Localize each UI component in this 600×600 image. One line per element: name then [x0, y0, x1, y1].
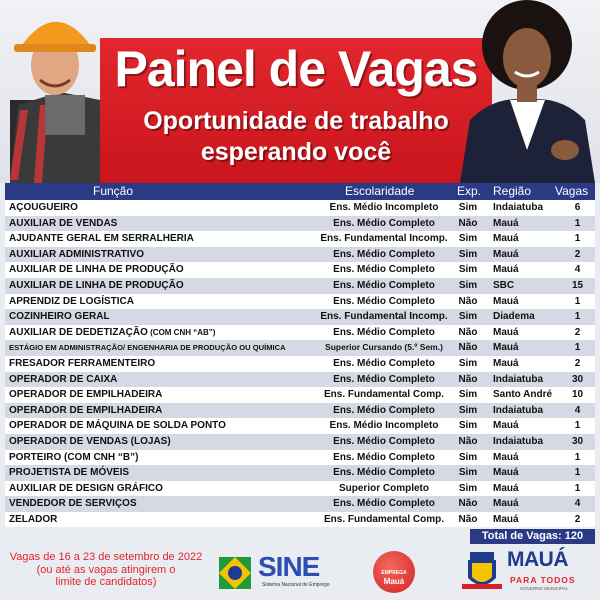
- cell-funcao: ESTÁGIO EM ADMINISTRAÇÃO/ ENGENHARIA DE PRODUÇÃO OU QUÍMICA: [9, 343, 286, 353]
- cell-escolaridade: Ens. Médio Incompleto: [329, 202, 439, 213]
- header-area: [0, 0, 600, 183]
- cell-funcao: FRESADOR FERRAMENTEIRO: [9, 357, 156, 369]
- maua-logo-text: MAUÁ: [507, 548, 568, 571]
- cell-escolaridade: Ens. Médio Completo: [333, 451, 435, 463]
- cell-vagas: 30: [571, 435, 584, 447]
- cell-vagas: 1: [574, 311, 581, 323]
- cell-exp: Não: [458, 435, 478, 447]
- cell-vagas: 2: [574, 248, 581, 260]
- cell-vagas: 15: [571, 279, 584, 291]
- cell-exp: Sim: [458, 202, 478, 213]
- table-row: [5, 387, 595, 403]
- table-row: [5, 309, 595, 325]
- cell-escolaridade: Ens. Médio Completo: [333, 217, 435, 229]
- cell-funcao-note: (COM CNH “AB”): [147, 327, 216, 337]
- cell-exp: Não: [458, 498, 478, 510]
- cell-exp: Sim: [458, 279, 478, 291]
- cell-exp: Não: [458, 513, 478, 525]
- city-crest-icon: [462, 550, 502, 594]
- cell-escolaridade: Ens. Médio Completo: [333, 264, 435, 276]
- cell-vagas: 1: [574, 233, 581, 245]
- cell-vagas: 6: [574, 202, 581, 213]
- period-line-1: Vagas de 16 a 23 de setembro de 2022: [9, 551, 203, 563]
- business-woman-image: [455, 0, 600, 183]
- table-row: [5, 262, 595, 278]
- table-row: [5, 356, 595, 372]
- cell-vagas: 1: [574, 217, 581, 229]
- cell-vagas: 30: [571, 373, 584, 385]
- column-funcao: Função: [93, 184, 134, 198]
- cell-vagas: 1: [574, 295, 581, 307]
- cell-funcao: AUXILIAR DE LINHA DE PRODUÇÃO: [9, 264, 184, 276]
- subtitle-line-2: esperando você: [200, 138, 392, 166]
- cell-vagas: 1: [574, 482, 581, 494]
- table-row: [5, 247, 595, 263]
- cell-escolaridade: Ens. Médio Completo: [333, 357, 435, 369]
- table-row: [5, 418, 595, 434]
- cell-exp: Não: [458, 326, 478, 338]
- table-row: [5, 200, 595, 216]
- column-escolaridade: Escolaridade: [345, 184, 415, 198]
- cell-funcao: AUXILIAR DE LINHA DE PRODUÇÃO: [9, 279, 184, 291]
- cell-funcao: AUXILIAR DE DEDETIZAÇÃO (COM CNH “AB”): [9, 326, 216, 338]
- cell-escolaridade: Ens. Fundamental Incomp.: [320, 311, 448, 323]
- cell-funcao: AUXILIAR DE VENDAS: [9, 217, 118, 229]
- cell-exp: Sim: [458, 233, 478, 245]
- cell-funcao: COZINHEIRO GERAL: [9, 311, 110, 323]
- cell-regiao: Mauá: [493, 513, 519, 525]
- cell-funcao: PORTEIRO (COM CNH “B”): [9, 451, 139, 463]
- maua-logo-gov: GOVERNO MUNICIPAL: [520, 586, 569, 591]
- cell-regiao: Mauá: [493, 482, 519, 494]
- period-line-2: (ou até as vagas atingirem o: [36, 563, 176, 576]
- cell-exp: Sim: [458, 420, 478, 432]
- cell-escolaridade: Ens. Médio Completo: [333, 326, 435, 338]
- cell-funcao: OPERADOR DE CAIXA: [9, 373, 118, 385]
- cell-exp: Sim: [458, 482, 478, 494]
- cell-exp: Não: [458, 217, 478, 229]
- cell-funcao: VENDEDOR DE SERVIÇOS: [9, 498, 137, 510]
- cell-regiao: Indaiatuba: [493, 404, 544, 416]
- job-table: [5, 200, 595, 527]
- cell-escolaridade: Ens. Médio Completo: [333, 373, 435, 385]
- table-row: [5, 481, 595, 497]
- cell-vagas: 1: [574, 467, 581, 479]
- cell-escolaridade: Ens. Fundamental Comp.: [323, 513, 444, 525]
- period-line-3: limite de candidatos): [55, 576, 157, 588]
- cell-vagas: 2: [574, 357, 581, 369]
- cell-escolaridade: Ens. Fundamental Incomp.: [320, 233, 448, 245]
- cell-vagas: 4: [574, 498, 581, 510]
- cell-regiao: Mauá: [493, 248, 519, 260]
- cell-vagas: 2: [574, 513, 581, 525]
- cell-exp: Sim: [458, 264, 478, 276]
- cell-escolaridade: Ens. Médio Completo: [333, 295, 435, 307]
- cell-regiao: Mauá: [493, 264, 519, 276]
- cell-exp: Sim: [458, 311, 478, 323]
- page-subtitle: [100, 106, 492, 168]
- cell-regiao: Mauá: [493, 233, 519, 245]
- column-vagas: Vagas: [555, 184, 589, 198]
- cell-vagas: 1: [574, 342, 581, 354]
- cell-escolaridade: Ens. Médio Completo: [333, 467, 435, 479]
- sine-logo-subtext: Sistema Nacional de Emprego: [262, 582, 330, 588]
- cell-exp: Sim: [458, 451, 478, 463]
- cell-vagas: 10: [571, 389, 584, 401]
- cell-exp: Não: [458, 342, 478, 354]
- table-row: [5, 325, 595, 341]
- cell-funcao: AJUDANTE GERAL EM SERRALHERIA: [9, 233, 194, 245]
- cell-regiao: Mauá: [493, 498, 519, 510]
- cell-vagas: 4: [574, 264, 581, 276]
- cell-regiao: Mauá: [493, 451, 519, 463]
- table-row: [5, 496, 595, 512]
- cell-regiao: Mauá: [493, 217, 519, 229]
- column-exp: Exp.: [457, 184, 482, 198]
- cell-exp: Sim: [458, 357, 478, 369]
- cell-funcao: AUXILIAR DE DESIGN GRÁFICO: [9, 482, 163, 494]
- cell-escolaridade: Ens. Médio Completo: [333, 435, 435, 447]
- maua-logo-subtext: PARA TODOS: [510, 575, 576, 585]
- table-row: [5, 465, 595, 481]
- table-row: [5, 450, 595, 466]
- cell-regiao: Mauá: [493, 295, 519, 307]
- table-row: [5, 512, 595, 528]
- table-row: [5, 403, 595, 419]
- cell-escolaridade: Superior Cursando (5.º Sem.): [325, 342, 443, 353]
- cell-funcao: OPERADOR DE EMPILHADEIRA: [9, 404, 163, 416]
- period-note: [2, 551, 210, 589]
- cell-escolaridade: Ens. Médio Completo: [333, 248, 435, 260]
- cell-escolaridade: Ens. Médio Completo: [333, 498, 435, 510]
- page-title: Painel de Vagas: [114, 41, 478, 97]
- cell-regiao: Indaiatuba: [493, 373, 544, 385]
- cell-regiao: Santo André: [493, 389, 553, 401]
- table-row: [5, 340, 595, 356]
- cell-escolaridade: Ens. Médio Completo: [333, 279, 435, 291]
- cell-funcao: ZELADOR: [9, 513, 58, 525]
- cell-funcao: APRENDIZ DE LOGÍSTICA: [9, 295, 135, 307]
- table-row: [5, 231, 595, 247]
- table-header: [5, 183, 595, 200]
- cell-funcao: AUXILIAR ADMINISTRATIVO: [9, 248, 144, 260]
- table-row: [5, 278, 595, 294]
- sine-logo-text: SINE: [258, 551, 320, 582]
- cell-regiao: Mauá: [493, 467, 519, 479]
- cell-vagas: 1: [574, 451, 581, 463]
- cell-exp: Sim: [458, 404, 478, 416]
- cell-escolaridade: Ens. Médio Completo: [333, 404, 435, 416]
- cell-regiao: SBC: [493, 279, 515, 291]
- cell-exp: Sim: [458, 248, 478, 260]
- cell-vagas: 1: [574, 420, 581, 432]
- cell-regiao: Mauá: [493, 357, 519, 369]
- cell-funcao: AÇOUGUEIRO: [9, 202, 78, 213]
- cell-escolaridade: Superior Completo: [338, 482, 429, 494]
- cell-regiao: Mauá: [493, 342, 519, 354]
- cell-funcao: PROJETISTA DE MÓVEIS: [9, 467, 130, 479]
- table-row: [5, 216, 595, 232]
- cell-funcao: OPERADOR DE MÁQUINA DE SOLDA PONTO: [9, 420, 226, 432]
- table-row: [5, 372, 595, 388]
- cell-vagas: 2: [574, 326, 581, 338]
- table-row: [5, 294, 595, 310]
- subtitle-line-1: Oportunidade de trabalho: [143, 107, 449, 135]
- cell-exp: Sim: [458, 389, 478, 401]
- cell-regiao: Indaiatuba: [493, 435, 544, 447]
- cell-funcao: OPERADOR DE EMPILHADEIRA: [9, 389, 163, 401]
- cell-escolaridade: Ens. Médio Incompleto: [329, 420, 439, 432]
- column-regiao: Região: [493, 184, 532, 198]
- cell-regiao: Mauá: [493, 326, 519, 338]
- cell-funcao: OPERADOR DE VENDAS (LOJAS): [9, 435, 171, 447]
- cell-exp: Não: [458, 295, 478, 307]
- cell-regiao: Diadema: [493, 311, 535, 323]
- emprega-logo-top: EMPREGA: [381, 570, 407, 576]
- total-vagas: Total de Vagas: 120: [470, 529, 595, 544]
- cell-exp: Sim: [458, 467, 478, 479]
- cell-vagas: 4: [574, 404, 581, 416]
- cell-escolaridade: Ens. Fundamental Comp.: [323, 389, 444, 401]
- cell-regiao: Mauá: [493, 420, 519, 432]
- cell-regiao: Indaiatuba: [493, 202, 544, 213]
- emprega-logo-bottom: Mauá: [383, 577, 405, 586]
- cell-exp: Não: [458, 373, 478, 385]
- table-row: [5, 434, 595, 450]
